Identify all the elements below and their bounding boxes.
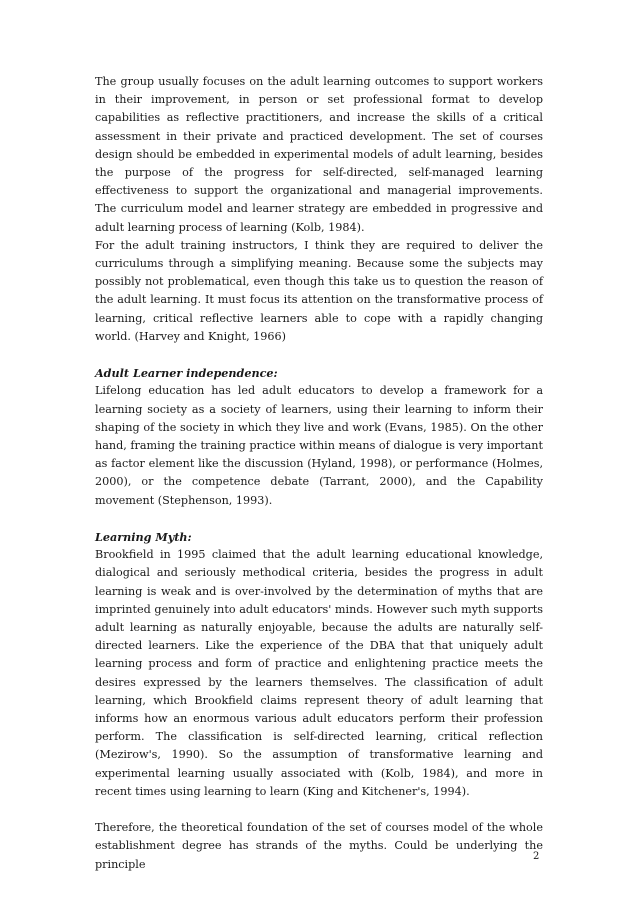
paragraph-theoretical-foundation: Therefore, the theoretical foundation of the set of courses model of the whole establishment degree has strands of the myths. Could be underlying the principle <box>95 821 543 871</box>
paragraph-spacer <box>95 346 543 364</box>
paragraph-instructors: For the adult training instructors, I think they are required to deliver the curriculums through a simplifying meaning. Because some the subjects may possibly not problematical, even though this take us to question the reason of the adult learning. It must focus its attention on the transformative process of learning, critical reflective learners able to cope with a rapidly changing world. (Harvey and Knight, 1966) <box>95 238 543 343</box>
paragraph-outcomes: The group usually focuses on the adult learning outcomes to support workers in their improvement, in person or set professional format to develop capabilities as reflective practitioners, and increase the skills of a critical assessment in their private and practiced development. The set of courses design should be embedded in experimental models of adult learning, besides the purpose of the progress for self-directed, self-managed learning effectiveness to support the organizational and managerial improvements. The curriculum model and learner strategy are embedded in progressive and adult learning process of learning (Kolb, 1984). <box>95 75 543 234</box>
paragraph-brookfield: Brookfield in 1995 claimed that the adult learning educational knowledge, dialogical and seriously methodical criteria, besides the progress in adult learning is weak and is over-involved by the determination of myths that are imprinted genuinely into adult educators' minds. However such myth supports adult learning as naturally enjoyable, because the adults are naturally self-directed learners. Like the experience of the DBA that that uniquely adult learning process and form of practice and enlightening practice meets the desires expressed by the learners themselves. The classification of adult learning, which Brookfield claims represent theory of adult learning that informs how an enormous various adult educators perform their profession perform. The classification is self-directed learning, critical reflection (Mezirow's, 1990). So the assumption of transformative learning and experimental learning usually associated with (Kolb, 1984), and more in recent times using learning to learn (King and Kitchener's, 1994). <box>95 548 543 798</box>
page-body <box>95 73 543 874</box>
page-number: 2 <box>533 851 540 862</box>
paragraph-spacer <box>95 510 543 528</box>
heading-adult-learner-independence: Adult Learner independence: <box>95 366 278 381</box>
heading-learning-myth: Learning Myth: <box>95 530 192 545</box>
paragraph-lifelong-education: Lifelong education has led adult educators to develop a framework for a learning society as a society of learners, using their learning to inform their shaping of the society in which they live and work (Evans, 1985). On the other hand, framing the training practice within means of dialogue is very important as factor element like the discussion (Hyland, 1998), or performance (Holmes, 2000), or the competence debate (Tarrant, 2000), and the Capability movement (Stephenson, 1993). <box>95 384 543 507</box>
paragraph-spacer <box>95 801 543 819</box>
